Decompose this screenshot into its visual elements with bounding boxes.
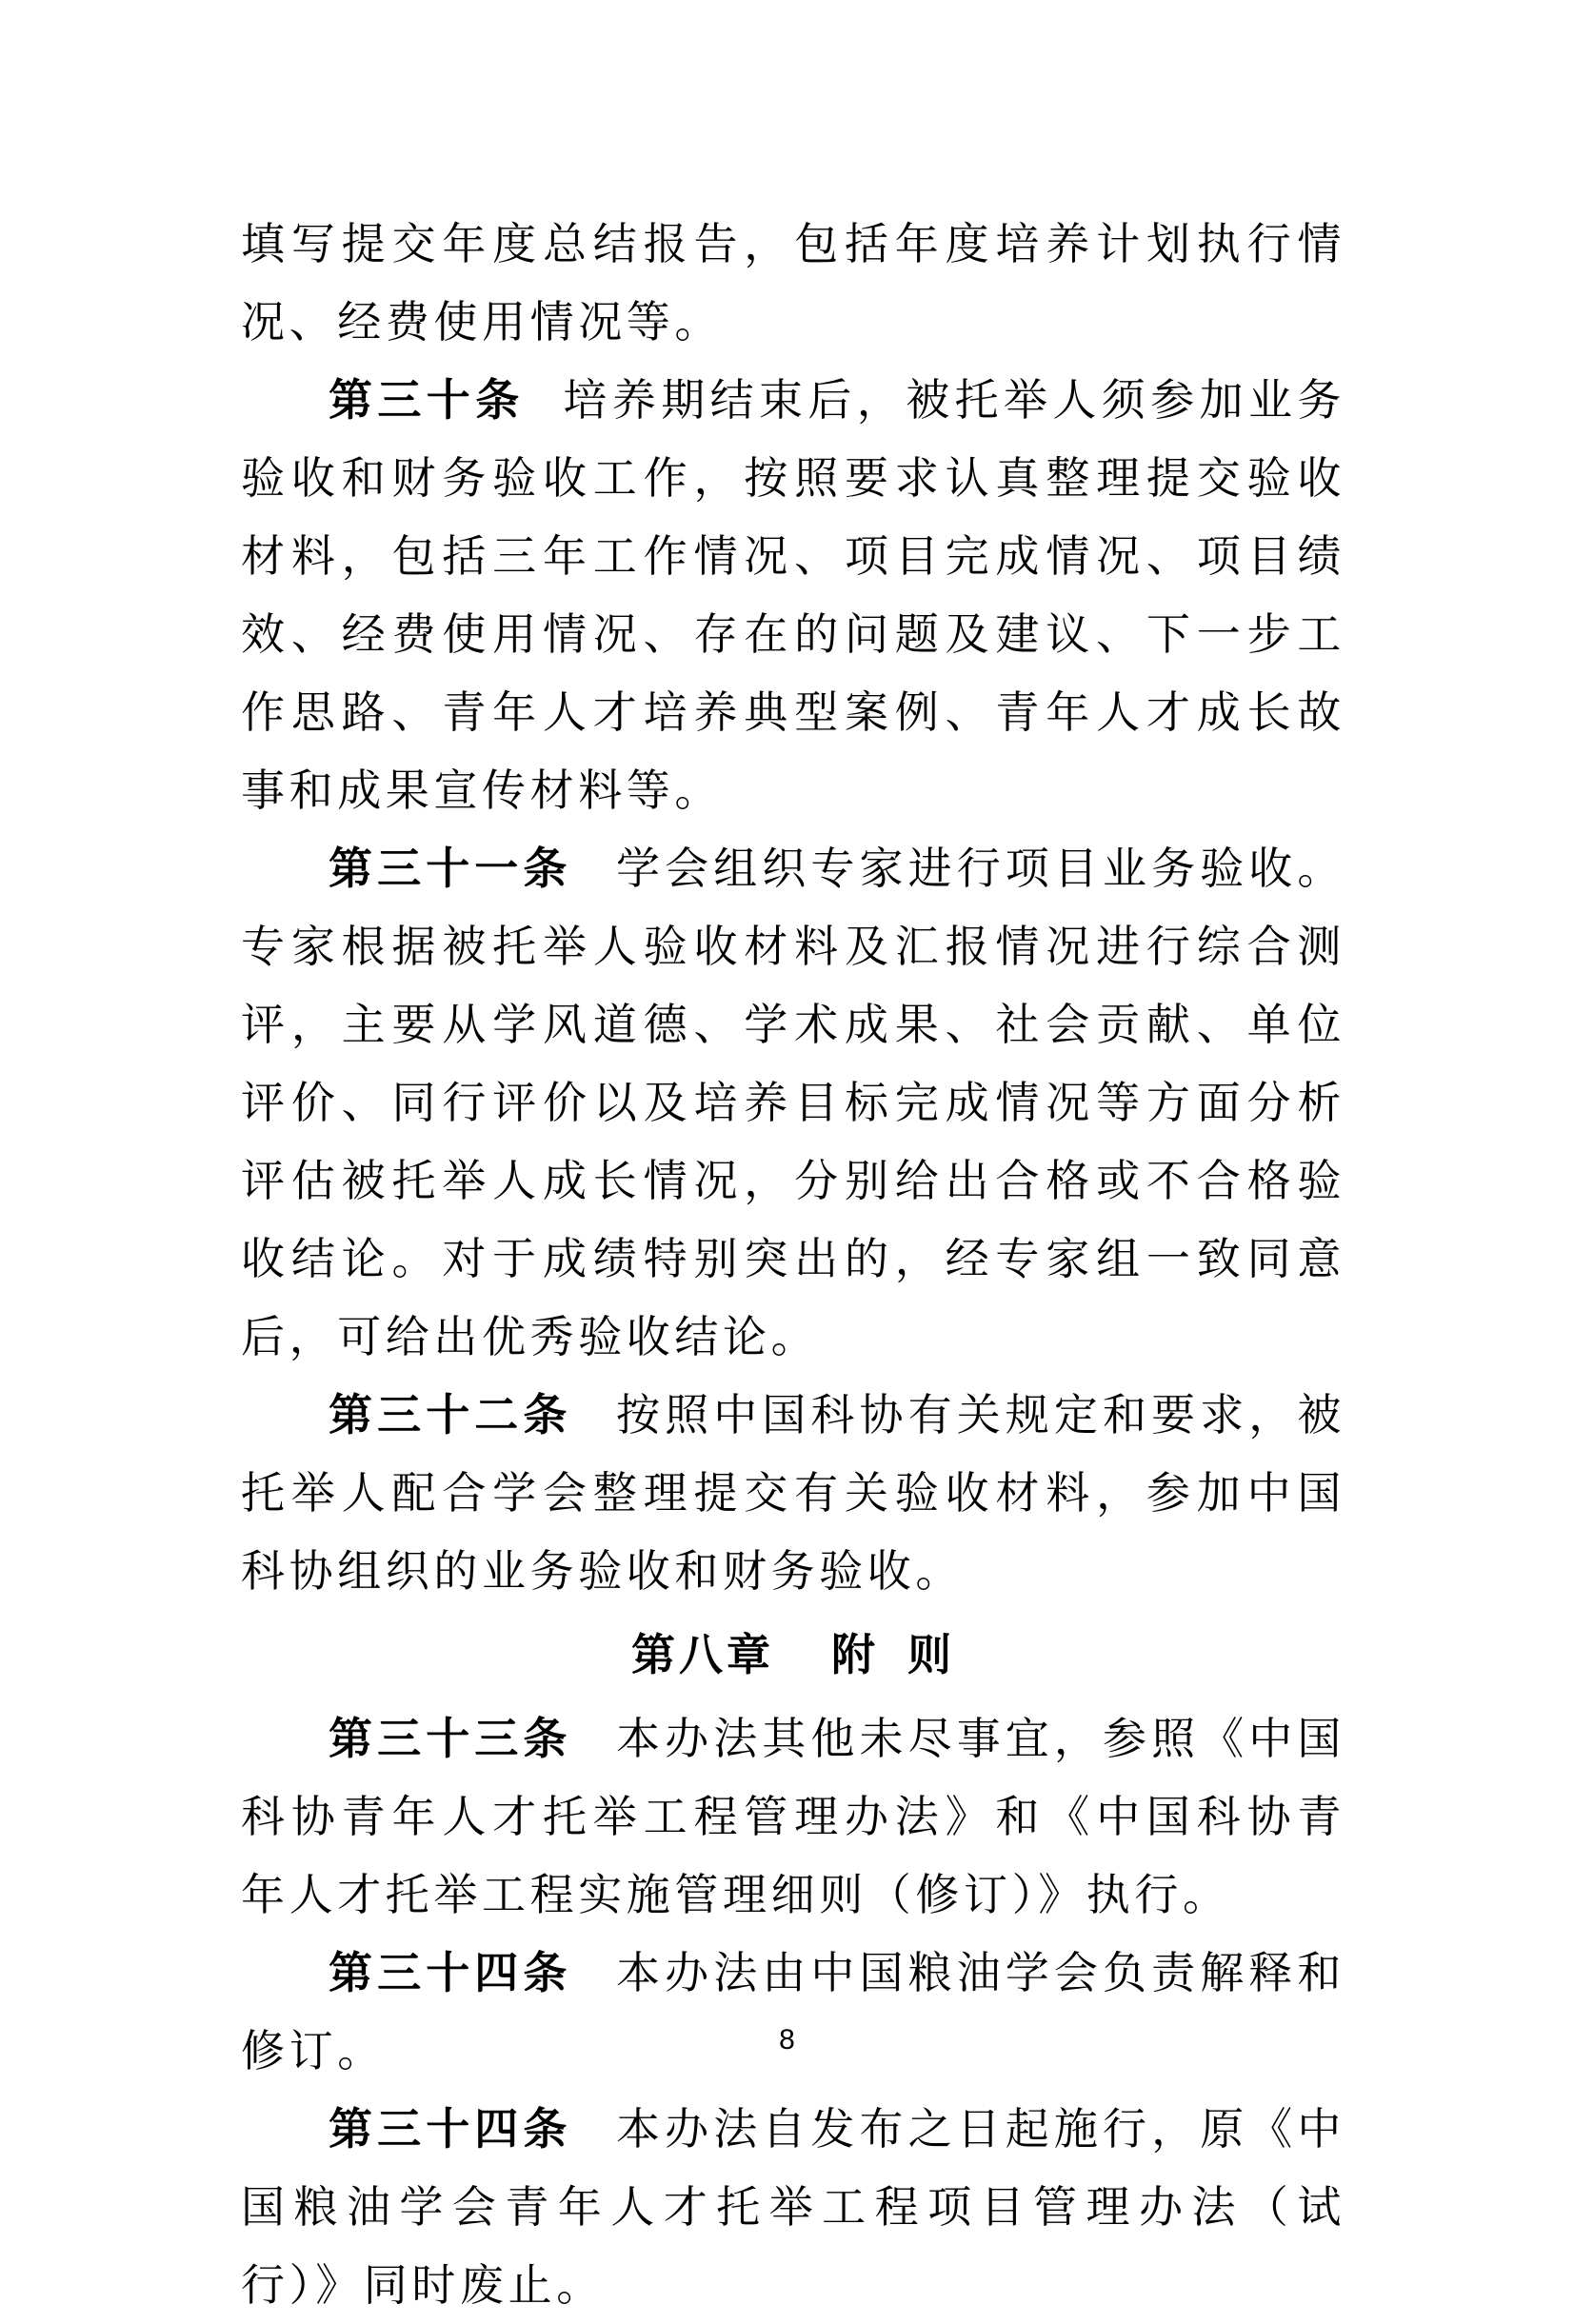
article-text: 学会组织专家进行项目业务验收。专家根据被托举人验收材料及汇报情况进行综合测评，主要从学风道德、学术成果、社会贡献、单位评价、同行评价以及培养目标完成情况等方面分析评估被托举人成长情况，分别给出合格或不合格验收结论。对于成绩特别突出的，经专家组一致同意后，可给出优秀验收结论。	[241, 843, 1345, 1362]
article-number: 第三十四条	[329, 1947, 572, 1998]
document-body	[241, 205, 1345, 2324]
article-34-repeat	[241, 2090, 1345, 2324]
article-number: 第三十二条	[329, 1389, 572, 1440]
article-text: 本办法由中国粮油学会负责解释和修订。	[241, 1947, 1345, 2076]
article-31	[241, 829, 1345, 1376]
article-number: 第三十一条	[329, 843, 572, 894]
article-text: 按照中国科协有关规定和要求，被托举人配合学会整理提交有关验收材料，参加中国科协组织的业务验收和财务验收。	[241, 1389, 1345, 1597]
chapter-title-part2: 则	[907, 1629, 955, 1680]
article-32	[241, 1376, 1345, 1610]
article-text: 本办法自发布之日起施行，原《中国粮油学会青年人才托举工程项目管理办法（试行）》同时废止。	[241, 2103, 1345, 2311]
article-34	[241, 1934, 1345, 2090]
chapter-heading	[241, 1616, 1345, 1694]
article-number: 第三十三条	[329, 1713, 572, 1764]
article-number: 第三十条	[329, 374, 525, 426]
article-text: 培养期结束后，被托举人须参加业务验收和财务验收工作，按照要求认真整理提交验收材料，包括三年工作情况、项目完成情况、项目绩效、经费使用情况、存在的问题及建议、下一步工作思路、青年人才培养典型案例、青年人才成长故事和成果宣传材料等。	[241, 374, 1345, 816]
chapter-number: 第八章	[631, 1629, 774, 1680]
article-30	[241, 361, 1345, 829]
article-33	[241, 1699, 1345, 1934]
article-text: 本办法其他未尽事宜，参照《中国科协青年人才托举工程管理办法》和《中国科协青年人才托举工程实施管理细则（修订）》执行。	[241, 1713, 1345, 1920]
article-number: 第三十四条	[329, 2103, 572, 2155]
chapter-title-part1: 附	[831, 1629, 879, 1680]
paragraph-text: 填写提交年度总结报告，包括年度培养计划执行情况、经费使用情况等。	[241, 218, 1345, 348]
paragraph-continued	[241, 205, 1345, 361]
page-number: 8	[779, 2024, 795, 2056]
